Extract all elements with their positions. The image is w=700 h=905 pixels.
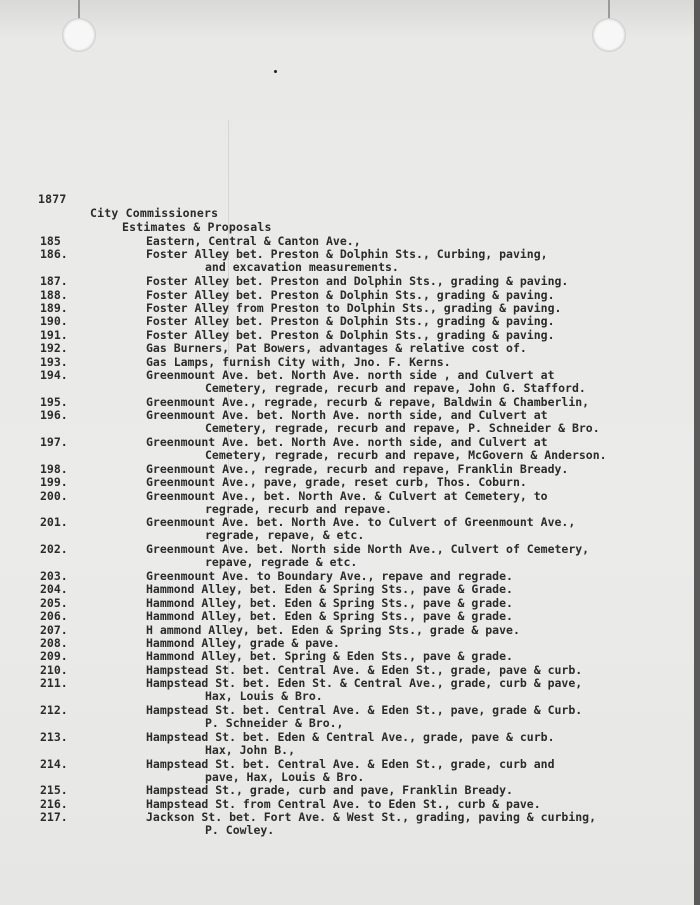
- entry-number: 202.: [40, 542, 68, 557]
- entry-description: Greenmount Ave. to Boundary Ave., repave and regrade.: [146, 569, 513, 583]
- entry-continuation: Cemetery, regrade, recurb and repave, P. Schneider & Bro.: [205, 421, 600, 436]
- entry-number: 206.: [40, 609, 68, 624]
- entry-number: 217.: [40, 810, 68, 825]
- entry-number: 188.: [40, 287, 68, 302]
- section-heading: City Commissioners: [90, 206, 219, 220]
- ink-speck: [274, 70, 277, 73]
- entry-description: Foster Alley bet. Preston and Dolphin Sts., grading & paving.: [146, 274, 569, 289]
- entry-number: 196.: [40, 408, 68, 423]
- entry-number: 194.: [40, 368, 68, 382]
- entry-description: Greenmount Ave. bet. North Ave. north side, and Culvert at: [146, 435, 548, 449]
- entry-number: 187.: [40, 274, 68, 289]
- entry-description: Hammond Alley, bet. Eden & Spring Sts., pave & Grade.: [146, 582, 513, 597]
- entry-description: Greenmount Ave. bet. North Ave. to Culvert of Greenmount Ave.,: [146, 515, 576, 530]
- entry-description: Hampstead St. bet. Central Ave. & Eden St., grade, curb and: [146, 756, 555, 771]
- entry-number: 189.: [40, 301, 68, 315]
- entry-number: 192.: [40, 341, 68, 356]
- entry-continuation: repave, regrade & etc.: [205, 555, 358, 570]
- entry-number: 215.: [40, 783, 68, 798]
- entry-number: 204.: [40, 582, 68, 597]
- entry-continuation: Cemetery, regrade, recurb and repave, John G. Stafford.: [205, 381, 586, 395]
- entry-continuation: and excavation measurements.: [205, 260, 399, 275]
- entry-continuation: Hax, John B.,: [205, 742, 296, 757]
- entry-description: Hampstead St. bet. Eden St. & Central Ave., grade, curb & pave,: [146, 676, 583, 691]
- punch-hole-right: [592, 18, 626, 52]
- entry-description: Greenmount Ave. bet. North Ave. north side , and Culvert at: [146, 368, 555, 382]
- entry-description: Hampstead St. bet. Eden & Central Ave., grade, pave & curb.: [146, 729, 555, 744]
- entry-description: Jackson St. bet. Fort Ave. & West St., grading, paving & curbing,: [146, 810, 597, 825]
- entry-number: 205.: [40, 595, 68, 610]
- entry-continuation: regrade, repave, & etc.: [205, 528, 365, 543]
- entry-description: Hammond Alley, bet. Spring & Eden Sts., pave & grade.: [146, 649, 513, 664]
- entry-description: Foster Alley bet. Preston & Dolphin Sts., Curbing, paving,: [146, 247, 548, 262]
- entry-description: Foster Alley bet. Preston & Dolphin Sts., grading & paving.: [146, 327, 555, 342]
- entry-description: H ammond Alley, bet. Eden & Spring Sts., grade & pave.: [146, 622, 520, 637]
- entry-description: Hammond Alley, bet. Eden & Spring Sts., pave & grade.: [146, 609, 513, 624]
- entry-number: 200.: [40, 488, 68, 503]
- punch-hole-left: [62, 18, 96, 52]
- entry-continuation: regrade, recurb and repave.: [205, 501, 392, 516]
- year-heading: 1877: [38, 192, 67, 206]
- entry-continuation: Cemetery, regrade, recurb and repave, McGovern & Anderson.: [205, 448, 607, 462]
- entry-number: 212.: [40, 703, 68, 717]
- entry-description: Greenmount Ave., bet. North Ave. & Culvert at Cemetery, to: [146, 488, 548, 503]
- entry-number: 210.: [40, 662, 68, 677]
- entry-number: 197.: [40, 435, 68, 449]
- entry-description: Greenmount Ave., regrade, recurb and repave, Franklin Bready.: [146, 461, 569, 476]
- entry-number: 195.: [40, 394, 68, 409]
- entry-number: 213.: [40, 729, 68, 744]
- entry-number: 185: [40, 234, 61, 248]
- entry-number: 214.: [40, 756, 68, 771]
- entry-number: 208.: [40, 636, 68, 650]
- subsection-heading: Estimates & Proposals: [122, 220, 272, 234]
- entry-continuation: pave, Hax, Louis & Bro.: [205, 769, 365, 784]
- entry-continuation: P. Schneider & Bro.,: [205, 716, 344, 730]
- entry-continuation: Hax, Louis & Bro.: [205, 689, 323, 704]
- entry-description: Greenmount Ave. bet. North Ave. north side, and Culvert at: [146, 408, 548, 423]
- entry-number: 211.: [40, 676, 68, 691]
- entry-continuation: P. Cowley.: [205, 823, 275, 838]
- entry-description: Greenmount Ave. bet. North side North Ave., Culvert of Cemetery,: [146, 542, 590, 557]
- entry-description: Greenmount Ave., pave, grade, reset curb, Thos. Coburn.: [146, 475, 527, 490]
- entry-number: 191.: [40, 327, 68, 342]
- entry-description: Gas Lamps, furnish City with, Jno. F. Kerns.: [146, 354, 451, 369]
- entry-description: Hampstead St., grade, curb and pave, Franklin Bready.: [146, 783, 513, 798]
- entry-number: 203.: [40, 569, 68, 583]
- entry-number: 209.: [40, 649, 68, 664]
- binder-line-left: [78, 0, 80, 20]
- entry-number: 193.: [40, 354, 68, 369]
- entry-description: Eastern, Central & Canton Ave.,: [146, 234, 361, 248]
- entry-description: Foster Alley bet. Preston & Dolphin Sts., grading & paving.: [146, 287, 555, 302]
- entry-description: Hammond Alley, bet. Eden & Spring Sts., pave & grade.: [146, 595, 513, 610]
- page-edge: [694, 0, 700, 905]
- entry-number: 190.: [40, 314, 68, 329]
- entry-number: 186.: [40, 247, 68, 262]
- entry-description: Foster Alley bet. Preston & Dolphin Sts., grading & paving.: [146, 314, 555, 329]
- binder-line-right: [608, 0, 610, 20]
- entry-number: 199.: [40, 475, 68, 490]
- entry-description: Hampstead St. bet. Central Ave. & Eden St., grade, pave & curb.: [146, 662, 583, 677]
- entry-description: Foster Alley from Preston to Dolphin Sts., grading & paving.: [146, 301, 562, 315]
- entry-number: 216.: [40, 796, 68, 811]
- entry-description: Hampstead St. from Central Ave. to Eden St., curb & pave.: [146, 796, 541, 811]
- entry-number: 198.: [40, 461, 68, 476]
- entry-description: Greenmount Ave., regrade, recurb & repave, Baldwin & Chamberlin,: [146, 394, 590, 409]
- entry-description: Hammond Alley, grade & pave.: [146, 636, 340, 650]
- entry-number: 207.: [40, 622, 68, 637]
- entry-description: Hampstead St. bet. Central Ave. & Eden St., pave, grade & Curb.: [146, 703, 583, 717]
- entry-number: 201.: [40, 515, 68, 530]
- entry-description: Gas Burners, Pat Bowers, advantages & relative cost of.: [146, 341, 527, 356]
